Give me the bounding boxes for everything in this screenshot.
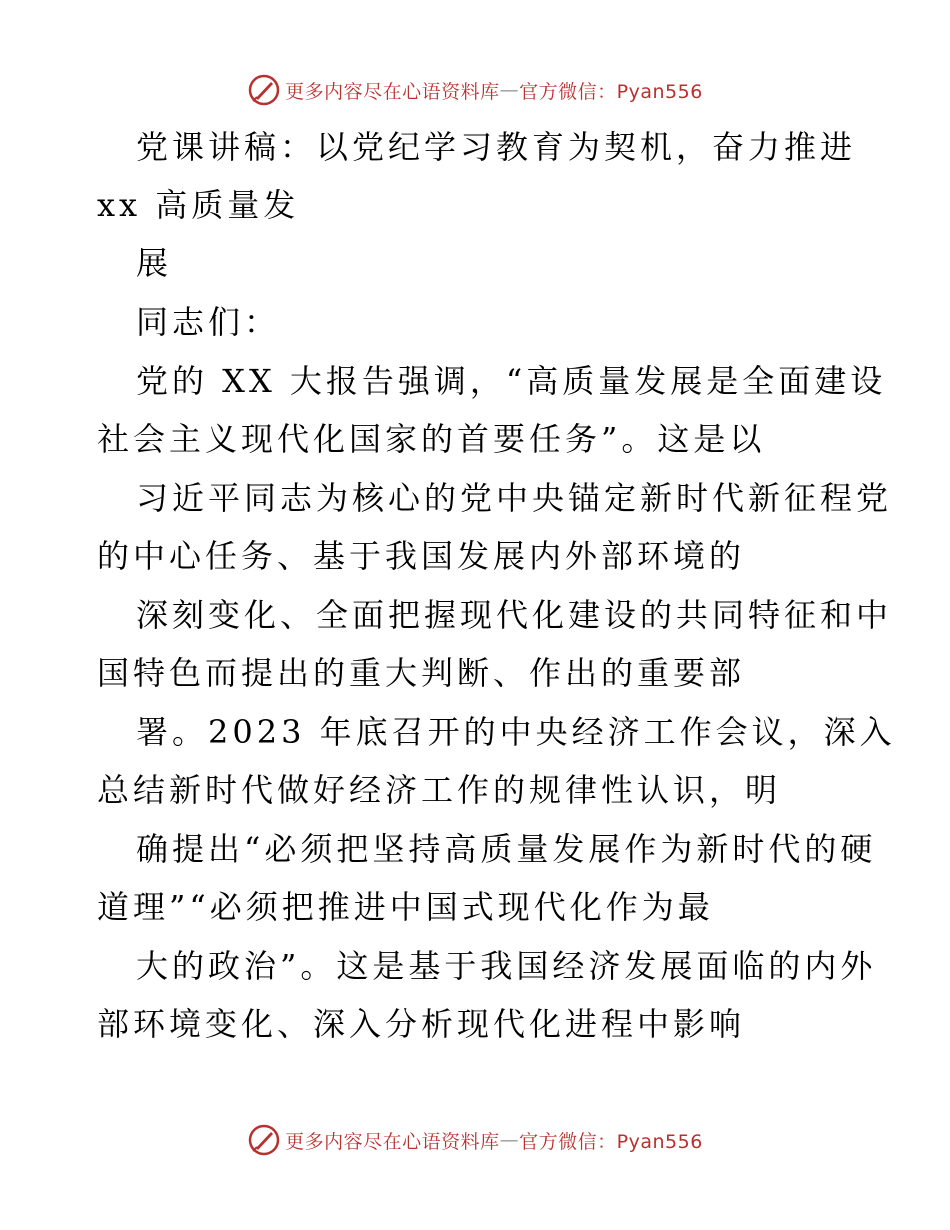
banner-site-text: 更多内容尽在心语资料库: [285, 1130, 500, 1153]
banner-wechat-text: 官方微信：Pyan556: [519, 1130, 703, 1153]
quill-pen-logo-icon: [247, 1123, 281, 1157]
paragraph-line: 总结新时代做好经济工作的规律性认识，明: [97, 771, 782, 809]
paragraph-line: 道理”“必须把推进中国式现代化作为最: [97, 888, 714, 926]
paragraph-line: 大的政治”。这是基于我国经济发展面临的内外: [136, 947, 877, 985]
paragraph-line: 深刻变化、全面把握现代化建设的共同特征和中: [136, 596, 893, 634]
paragraph-line: 党的 XX 大报告强调，“高质量发展是全面建设: [136, 362, 887, 400]
doc-title-line-2: xx 高质量发: [97, 186, 300, 224]
banner-separator: —: [499, 79, 520, 101]
paragraph-line: 社会主义现代化国家的首要任务”。这是以: [97, 420, 766, 458]
paragraph-line: 部环境变化、深入分析现代化进程中影响: [97, 1005, 746, 1043]
salutation: 同志们：: [136, 303, 281, 341]
footer-banner: [0, 1120, 950, 1160]
doc-title-line-1: 党课讲稿：以党纪学习教育为契机，奋力推进: [136, 128, 857, 166]
banner-wechat-text: 官方微信：Pyan556: [519, 80, 703, 103]
doc-title-line-3: 展: [136, 244, 173, 282]
paragraph-line: 确提出“必须把坚持高质量发展作为新时代的硬: [136, 830, 877, 868]
paragraph-line: 署。2023 年底召开的中央经济工作会议，深入: [136, 713, 896, 751]
paragraph-line: 习近平同志为核心的党中央锚定新时代新征程党: [136, 479, 893, 517]
paragraph-line: 的中心任务、基于我国发展内外部环境的: [97, 537, 746, 575]
header-banner: [0, 70, 950, 110]
banner-site-text: 更多内容尽在心语资料库: [285, 80, 500, 103]
banner-separator: —: [499, 1129, 520, 1151]
quill-pen-logo-icon: [247, 73, 281, 107]
paragraph-line: 国特色而提出的重大判断、作出的重要部: [97, 654, 746, 692]
